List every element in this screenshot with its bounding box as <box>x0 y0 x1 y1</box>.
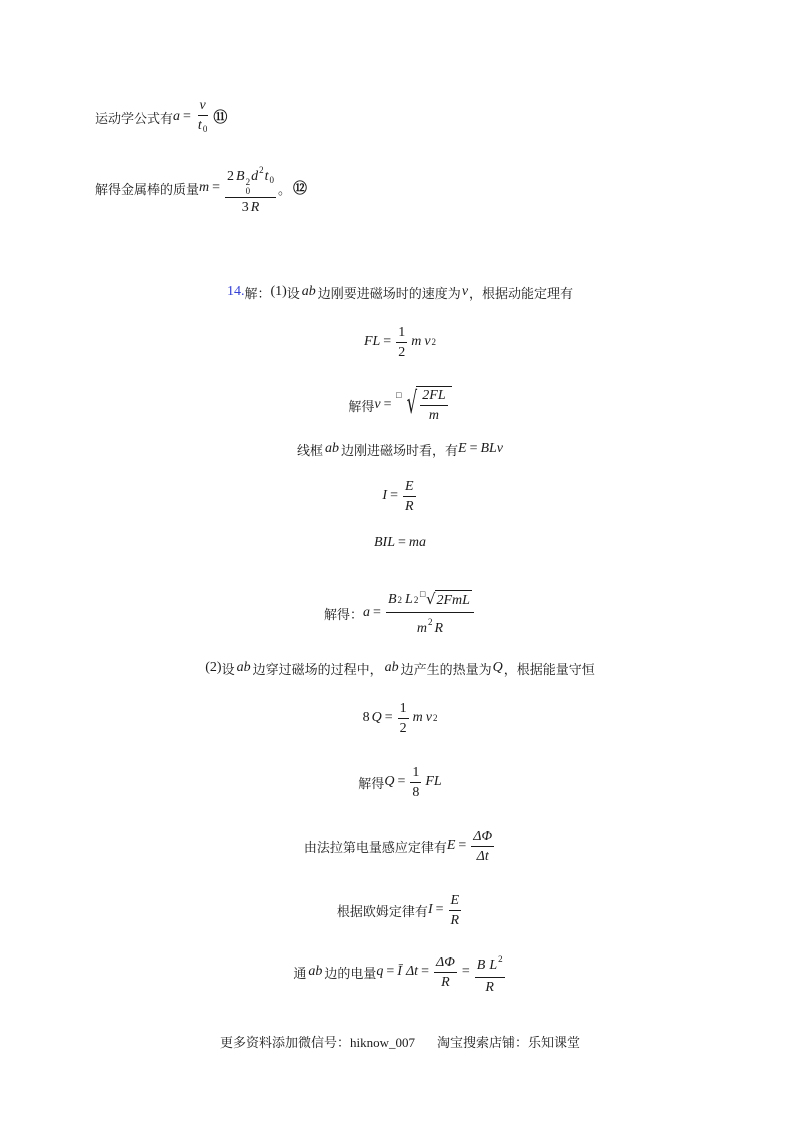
intro-text: 边穿过磁场的过程中， <box>252 661 383 677</box>
equals-sign: = <box>212 180 221 195</box>
question-number: 14. <box>226 284 245 299</box>
page-footer <box>0 1016 800 1066</box>
kinetic-energy-equation <box>0 317 800 367</box>
placeholder-box: □ <box>419 590 426 598</box>
coefficient: 2 <box>227 169 235 184</box>
emf-text: 线框 <box>296 442 323 458</box>
current-symbol: I <box>382 488 388 503</box>
heat-symbol: Q <box>371 710 382 725</box>
fraction-denominator <box>196 116 209 138</box>
fraction-numerator <box>386 590 474 613</box>
emf-symbol: E <box>446 838 456 853</box>
fraction-numerator: ΔΦ <box>434 954 457 973</box>
edge-ab-symbol: ab <box>324 441 339 456</box>
velocity-symbol: v <box>374 397 381 412</box>
radicand-fraction <box>420 387 447 424</box>
solve-text: 解得： <box>324 606 364 622</box>
velocity-symbol: v <box>425 710 432 725</box>
fraction-denominator: R <box>441 974 450 990</box>
part-label: (2) <box>205 660 222 675</box>
coefficient: 8 <box>362 710 370 725</box>
superscript: 2 <box>432 713 438 723</box>
solution-label: 解： <box>244 285 271 301</box>
superscript: 2 <box>245 177 251 187</box>
mass-symbol: m <box>199 180 210 195</box>
square-root <box>426 590 472 611</box>
fraction-numerator: E <box>403 478 416 497</box>
heat-symbol: Q <box>492 660 503 675</box>
equals-sign: = <box>397 774 406 789</box>
subscript: 0 <box>269 175 274 185</box>
charge-text: 通 <box>293 965 307 981</box>
field-symbol: B <box>236 169 245 184</box>
fraction-numerator: 2FL <box>420 387 447 406</box>
footer-wechat-text: 更多资料添加微信号：hiknow_007 <box>219 1034 415 1050</box>
subscript: 0 <box>202 123 208 134</box>
kinematics-text: 运动学公式有 <box>95 110 174 126</box>
fraction-numerator <box>225 160 276 198</box>
superscript: 2 <box>498 953 503 964</box>
faraday-text: 由法拉第电量感应定律有 <box>303 839 447 855</box>
intro-text: 边刚要进磁场时的速度为 <box>317 285 461 301</box>
bl-squared-over-resistance-fraction <box>475 949 505 996</box>
superscript: 2 <box>259 165 264 175</box>
equals-sign: = <box>421 964 429 979</box>
ohm-text: 根据欧姆定律有 <box>336 903 428 919</box>
fraction-denominator <box>415 613 445 637</box>
solve-text: 解得 <box>348 398 375 414</box>
equals-sign: = <box>390 488 398 503</box>
current-equation <box>0 471 800 521</box>
mass-symbol: m <box>416 620 427 636</box>
ma-expression: ma <box>408 535 427 550</box>
fraction-numerator: 1 <box>396 324 407 343</box>
equals-sign: = <box>383 397 392 412</box>
time-symbol: t <box>264 169 269 184</box>
work-symbol: FL <box>363 334 381 349</box>
average-current-symbol: Ī <box>397 964 402 979</box>
placeholder-box: □ <box>395 391 403 399</box>
resistance-symbol: R <box>250 200 260 215</box>
charge-equation <box>0 947 800 997</box>
equals-sign: = <box>397 535 406 550</box>
solve-text: 解得 <box>358 775 385 791</box>
superscript: 2 <box>431 337 437 347</box>
period: 。 <box>278 181 292 197</box>
time-symbol: t <box>197 117 202 133</box>
fraction-denominator: 2 <box>399 720 407 736</box>
flux-change-fraction <box>471 828 494 865</box>
equals-sign: = <box>373 605 381 620</box>
radical-sign: √ <box>406 386 418 421</box>
superscript: 2 <box>413 595 419 605</box>
equals-sign: = <box>435 902 444 917</box>
edge-ab-symbol: ab <box>236 660 251 675</box>
emf-statement-line <box>0 424 800 474</box>
acceleration-fraction <box>386 590 474 637</box>
fraction-numerator: 1 <box>410 764 421 783</box>
equation-marker-12: ⑫ <box>293 181 308 197</box>
footer-taobao-text: 淘宝搜索店铺：乐知课堂 <box>437 1034 581 1050</box>
field-symbol: B <box>476 957 486 973</box>
fraction-denominator: 2 <box>398 344 406 360</box>
distance-symbol: d <box>251 169 259 184</box>
length-symbol: L <box>405 592 413 607</box>
flux-over-resistance-fraction <box>434 954 457 991</box>
radicand: 2FmL <box>435 590 472 611</box>
mass-text: 解得金属棒的质量 <box>95 181 200 197</box>
coefficient: 3 <box>241 200 249 215</box>
emf-expression: BLv <box>480 441 504 456</box>
length-symbol: L <box>489 957 498 973</box>
energy-conservation-equation <box>0 693 800 743</box>
newton-equation <box>0 518 800 568</box>
charge-symbol: q <box>376 964 384 979</box>
part-label: (1) <box>270 284 287 299</box>
edge-ab-symbol: ab <box>384 660 399 675</box>
mass-fraction <box>225 160 276 216</box>
fraction-numerator <box>475 949 505 978</box>
velocity-symbol: v <box>461 284 469 299</box>
heat-symbol: Q <box>384 774 395 789</box>
emf-symbol: E <box>458 441 467 456</box>
question-14-intro-line <box>0 267 800 317</box>
emf-over-resistance-fraction <box>403 478 416 515</box>
intro-text: 设 <box>286 285 300 301</box>
equals-sign: = <box>386 964 395 979</box>
half-fraction <box>396 324 407 361</box>
part-2-intro-line <box>0 643 800 693</box>
edge-ab-symbol: ab <box>301 284 316 299</box>
solve-velocity-equation <box>0 380 800 430</box>
intro-text: 设 <box>221 661 235 677</box>
kinematics-equation-line <box>95 92 227 142</box>
fraction-denominator: R <box>485 979 494 995</box>
radicand <box>416 386 451 424</box>
solve-heat-equation <box>0 757 800 807</box>
superscript: 2 <box>427 616 433 627</box>
emf-text: 边刚进磁场时看，有 <box>340 442 458 458</box>
ohm-law-equation <box>0 885 800 935</box>
equals-sign: = <box>183 109 191 124</box>
equals-sign: = <box>469 441 478 456</box>
resistance-symbol: R <box>434 620 444 636</box>
equals-sign: = <box>461 964 470 979</box>
radical-sign: √ <box>425 589 436 608</box>
mass-symbol: m <box>411 334 422 349</box>
square-root <box>402 386 451 424</box>
intro-text: ，根据能量守恒 <box>503 661 595 677</box>
current-symbol: I <box>427 902 433 917</box>
emf-over-resistance-fraction <box>449 892 462 929</box>
work-symbol: FL <box>425 774 442 789</box>
mass-equation-line <box>95 163 307 213</box>
acceleration-symbol: a <box>363 605 371 620</box>
fraction-numerator: E <box>449 892 462 911</box>
mass-symbol: m <box>412 710 423 725</box>
fraction-numerator: ΔΦ <box>471 828 494 847</box>
equals-sign: = <box>384 710 393 725</box>
velocity-over-time-fraction <box>196 97 209 138</box>
fraction-denominator: m <box>428 408 439 423</box>
force-expression: BIL <box>373 535 395 550</box>
edge-ab-symbol: ab <box>308 964 323 979</box>
fraction-denominator <box>240 198 262 216</box>
time-interval-symbol: Δt <box>405 964 419 979</box>
acceleration-symbol: a <box>173 109 181 124</box>
intro-text: ，根据动能定理有 <box>469 285 574 301</box>
faraday-law-equation <box>0 821 800 871</box>
intro-text: 边产生的热量为 <box>400 661 492 677</box>
charge-text: 边的电量 <box>324 965 377 981</box>
eighth-fraction <box>410 764 421 801</box>
sup-sub-stack <box>246 178 251 196</box>
velocity-symbol: v <box>424 334 431 349</box>
fraction-denominator: 8 <box>412 784 420 800</box>
fraction-numerator: v <box>198 97 208 116</box>
equals-sign: = <box>458 838 467 853</box>
equals-sign: = <box>383 334 392 349</box>
half-fraction <box>398 700 409 737</box>
superscript: 2 <box>397 595 403 605</box>
subscript: 0 <box>245 186 251 196</box>
fraction-denominator: R <box>450 912 460 928</box>
fraction-denominator: R <box>405 498 414 514</box>
fraction-numerator: 1 <box>398 700 409 719</box>
equation-marker-11: ⑪ <box>213 110 228 126</box>
solve-acceleration-equation <box>0 588 800 638</box>
field-symbol: B <box>387 592 397 607</box>
fraction-denominator: Δt <box>476 848 489 864</box>
